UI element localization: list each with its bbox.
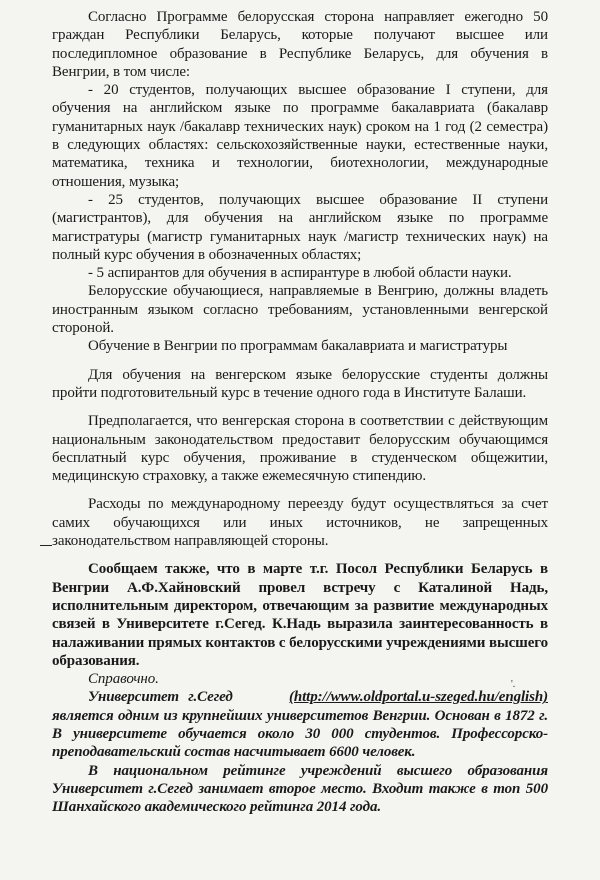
- reference-university-info: [52, 688, 548, 761]
- paragraph-bachelor-students: - 20 студентов, получающих высшее образование I ступени, для обучения на английском языке по программе бакалавриата (бакалавр гуманитарных наук /бакалавр технических наук) сроком на 1 год (2 семестра) в следующих областях: сельскохозяйственные науки, естественные науки, математика, техника и технологии, биотехнологии, международные отношения, музыка;: [52, 82, 548, 190]
- margin-scan-mark: [40, 545, 52, 546]
- document-body: [52, 8, 548, 816]
- reference-label: Справочно.: [88, 671, 159, 688]
- paragraph-postgraduates: - 5 аспирантов для обучения в аспирантуре в любой области науки.: [88, 265, 512, 282]
- university-description: является одним из крупнейших университетов Венгрии. Основан в 1872 г. В университете обучается около 30 000 студентов. Профессорско-преподавательский состав насчитывает 6600 человек.: [52, 707, 548, 761]
- university-url-link[interactable]: (http://www.oldportal.u-szeged.hu/english): [288, 689, 548, 706]
- section-heading-study-programs: Обучение в Венгрии по программам бакалавриата и магистратуры: [88, 338, 508, 355]
- paragraph-language-requirement: Белорусские обучающиеся, направляемые в Венгрию, должны владеть иностранным языком согласно требованиям, установленными венгерской стороной.: [52, 283, 548, 337]
- paragraph-travel-expenses: Расходы по международному переезду будут осуществляться за счет самих обучающихся или иных источников, не запрещенных законодательством направляющей стороны.: [52, 496, 548, 550]
- paragraph-master-students: - 25 студентов, получающих высшее образование II ступени (магистрантов), для обучения на английском языке по программе магистратуры (магистр гуманитарных наук /магистр технических наук) на полный курс обучения в обозначенных областях;: [52, 191, 548, 263]
- university-name: Университет г.Сегед: [88, 689, 233, 706]
- stray-scan-mark: '.: [511, 679, 516, 690]
- paragraph-ambassador-meeting: Сообщаем также, что в марте т.г. Посол Республики Беларусь в Венгрии А.Ф.Хайновский провел встречу с Каталиной Надь, исполнительным директором, отвечающим за развитие международных связей в Университете г.Сегед. К.Надь выразила заинтересованность в налаживании прямых контактов с белорусскими учреждениями высшего образования.: [52, 561, 548, 669]
- reference-rating-info: В национальном рейтинге учреждений высшего образования Университет г.Сегед занимает второе место. Входит также в топ 500 Шанхайского академического рейтинга 2014 года.: [52, 762, 548, 816]
- paragraph-hungarian-support: Предполагается, что венгерская сторона в соответствии с действующим национальным законодательством предоставит белорусским обучающимся бесплатный курс обучения, проживание в студенческом общежитии, медицинскую страховку, а также ежемесячную стипендию.: [52, 413, 548, 485]
- paragraph-program-intro: Согласно Программе белорусская сторона направляет ежегодно 50 граждан Республики Беларусь, которые получают высшее или последипломное образование в Республике Беларусь, для обучения в Венгрии, в том числе:: [52, 9, 548, 80]
- paragraph-preparatory-course: Для обучения на венгерском языке белорусские студенты должны пройти подготовительный курс в течение одного года в Институте Балаши.: [52, 366, 548, 401]
